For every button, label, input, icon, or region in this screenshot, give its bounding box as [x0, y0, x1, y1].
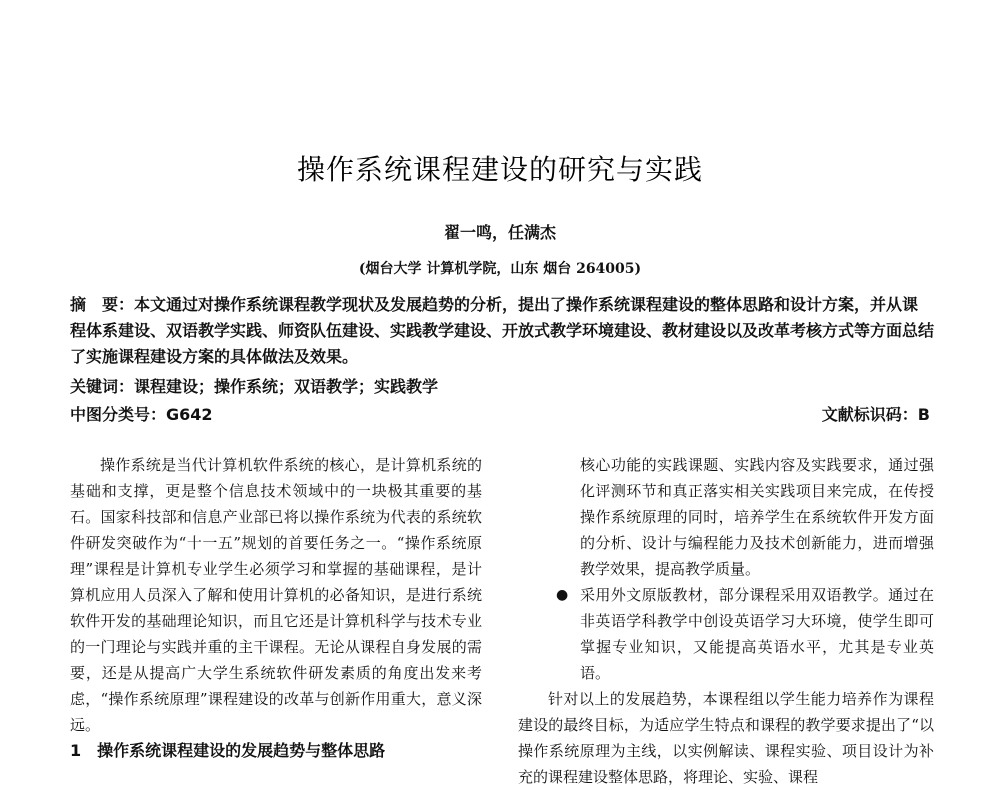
document-code-label: 文献标识码： [821, 405, 918, 424]
left-column [70, 452, 482, 738]
clc-number [70, 402, 213, 425]
bullet-item [556, 582, 934, 686]
bullet-dot-icon: ● [556, 587, 569, 603]
author-affiliation: (烟台大学 计算机学院，山东 烟台 264005) [358, 261, 642, 277]
section-heading: 1 操作系统课程建设的发展趋势与整体思路 [70, 741, 386, 760]
clc-label: 中图分类号： [70, 405, 167, 424]
document-code [822, 402, 930, 425]
abstract-label: 摘 要： [70, 295, 135, 314]
abstract-text: 本文通过对操作系统课程教学现状及发展趋势的分析，提出了操作系统课程建设的整体思路和设计方案，并从课程体系建设、双语教学实践、师资队伍建设、实践教学建设、开放式教学环境建设、教材建设以及改革考核方式等方面总结了实施课程建设方案的具体做法及效果。 [70, 295, 935, 366]
document-code-value: B [917, 405, 930, 424]
keywords-label: 关键词： [70, 377, 135, 396]
clc-value: G642 [166, 405, 213, 424]
intro-paragraph: 操作系统是当代计算机软件系统的核心，是计算机系统的基础和支撑，更是整个信息技术领域中的一块极其重要的基石。国家科技部和信息产业部已将以操作系统为代表的系统软件研发突破作为“十一五”规划的首要任务之一。“操作系统原理”课程是计算机专业学生必须学习和掌握的基础课程，是计算机应用人员深入了解和使用计算机的必备知识，是进行系统软件开发的基础理论知识，而且它还是计算机科学与技术专业的一门理论与实践并重的主干课程。无论从课程自身发展的需要，还是从提高广大学生系统软件研发素质的角度出发来考虑，“操作系统原理”课程建设的改革与创新作用重大，意义深远。 [70, 456, 482, 734]
continued-bullet-text: 核心功能的实践课题、实践内容及实践要求，通过强化评测环节和真正落实相关实践项目来完成，在传授操作系统原理的同时，培养学生在系统软件开发方面的分析、设计与编程能力及技术创新能力，进而增强教学效果，提高教学质量。 [580, 456, 934, 578]
abstract [70, 292, 934, 370]
body-paragraph: 针对以上的发展趋势，本课程组以学生能力培养作为课程建设的最终目标，为适应学生特点和课程的教学要求提出了“以操作系统原理为主线，以实例解读、课程实验、项目设计为补充的课程建设整体思路，将理论、实验、课程 [518, 690, 934, 786]
paper-title: 操作系统课程建设的研究与实践 [296, 153, 703, 186]
right-column [518, 452, 934, 790]
keywords-text: 课程建设；操作系统；双语教学；实践教学 [134, 377, 439, 396]
bullet-text: 采用外文原版教材，部分课程采用双语教学。通过在非英语学科教学中创设英语学习大环境，使学生即可掌握专业知识，又能提高英语水平，尤其是专业英语。 [580, 586, 934, 682]
paper-authors: 翟一鸣，任满杰 [443, 223, 556, 242]
keywords [70, 374, 934, 400]
